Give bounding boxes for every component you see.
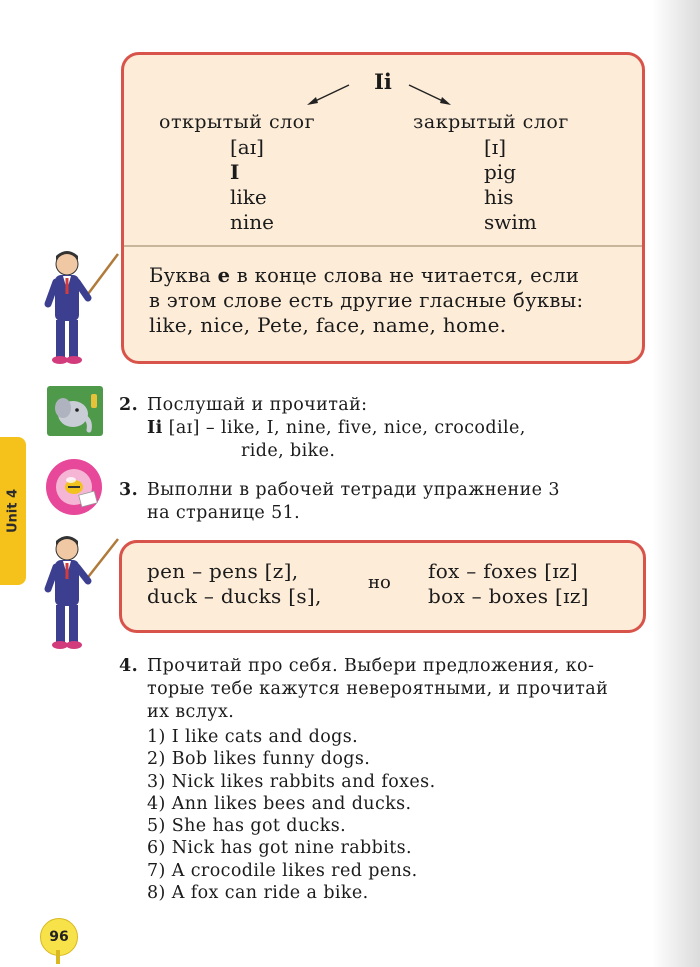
rule-note [149,263,626,338]
list-item: 5) She has got ducks. [147,816,347,837]
exercise-3 [119,479,560,525]
rule-note-examples: like, nice, Pete, face, name, home. [149,313,507,337]
open-word: I [230,160,240,184]
unit-tab-label: Unit 4 [5,488,21,534]
list-item: 4) Ann likes bees and ducks. [147,793,412,814]
exercise-number: 2. [119,395,139,415]
sentence-list [147,726,608,904]
rule-note-line-2: в этом слове есть другие гласные буквы: [149,289,584,312]
note-text: в конце слова не читается, если [230,264,580,287]
open-syllable-heading: открытый слог [159,111,316,133]
open-word: like [230,185,267,209]
open-syllable-column [230,135,274,235]
plural-example: duck – ducks [s], [147,584,322,608]
exercise-number: 3. [119,480,139,500]
rule-divider [124,245,642,247]
list-item: 8) A fox can ride a bike. [147,883,369,904]
closed-word: pig [484,160,517,184]
rule-letter: Ii [374,69,392,94]
list-item: 2) Bob likes funny dogs. [147,749,371,770]
exercise-words-line: – like, I, nine, five, nice, crocodile, [205,418,526,438]
exercise-text-line: Прочитай про себя. Выбери предложения, ко- [147,656,595,676]
exercise-text-line: на странице 51. [147,503,301,523]
exercise-letter: Ii [147,418,163,438]
exercise-words [147,417,526,440]
plural-rule-box [119,540,646,633]
teacher-pointer-icon [40,535,120,653]
closed-word: swim [484,210,537,234]
list-item: 7) A crocodile likes red pens. [147,860,418,881]
page-edge-shadow [652,0,700,967]
workbook-flower-icon [44,457,104,517]
rule-box [121,52,645,364]
closed-syllable-heading: закрытый слог [413,111,569,133]
plural-example: pen – pens [z], [147,559,299,583]
rule-top-section [124,55,642,245]
note-letter: e [217,264,231,287]
list-item: 1) I like cats and dogs. [147,727,359,747]
listen-elephant-icon [47,386,103,436]
exercise-instruction: Послушай и прочитай: [147,395,368,415]
open-sound: [aɪ] [230,135,264,159]
exercise-4 [119,655,608,904]
list-item: 6) Nick has got nine rabbits. [147,838,413,859]
exercise-text-line: их вслух. [147,702,235,722]
page-number-stem [56,950,60,964]
plural-conjunction: но [368,572,391,593]
exercise-words-line: ride, bike. [241,441,336,461]
rule-note-line-1 [149,263,626,288]
exercise-number: 4. [119,656,139,676]
list-item: 3) Nick likes rabbits and foxes. [147,771,436,792]
exercise-text-line: Выполни в рабочей тетради упражнение 3 [147,480,560,500]
note-text: Буква [149,264,218,287]
plural-example: box – boxes [ɪz] [428,584,589,608]
open-word: nine [230,210,274,234]
plural-example: fox – foxes [ɪz] [428,559,578,583]
exercise-text-line: торые тебе кажутся невероятными, и прочитай [147,679,609,699]
closed-syllable-column [484,135,537,235]
teacher-pointer-icon [40,250,120,368]
page-number: 96 [40,918,78,956]
closed-sound: [ɪ] [484,135,507,159]
exercise-2 [119,394,526,463]
exercise-sound: [aɪ] [168,418,200,438]
unit-tab [0,437,26,585]
closed-word: his [484,185,514,209]
